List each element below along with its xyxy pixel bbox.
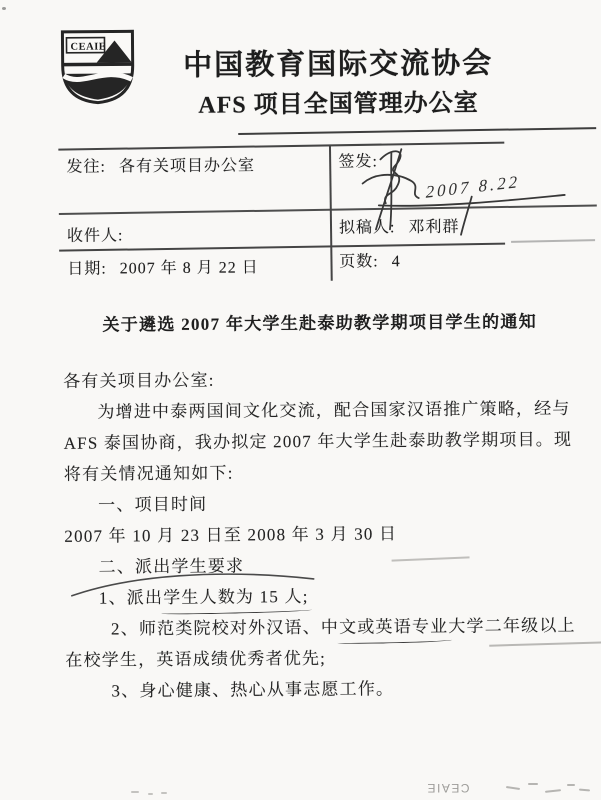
field-send-to-label: 发往: [66, 158, 106, 176]
body-line [64, 455, 578, 490]
ceaie-crest-logo-icon [55, 27, 140, 110]
field-recipient-label: 收件人: [66, 227, 124, 245]
body-lines [63, 393, 579, 707]
body-text: 2、师范类院校对外汉语、中 [110, 617, 340, 639]
scan-smudge [131, 791, 139, 793]
body-text: 在校学生，英语成绩优秀者优先; [65, 648, 327, 670]
body-text: 2007 年 10 月 23 日至 2008 年 3 月 30 日 [64, 524, 398, 546]
hand-underlined-text: 文或英语专业 [339, 611, 448, 643]
office-name: AFS 项目全国管理办公室 [198, 90, 479, 119]
handwritten-signature [350, 140, 581, 242]
body-line [64, 486, 578, 521]
field-page-count-label: 页数: [339, 253, 379, 271]
scan-smudge [567, 784, 575, 786]
body-text: 1、派出 [98, 588, 164, 608]
field-date-value: 2007 年 8 月 22 日 [119, 259, 259, 278]
document-body [63, 308, 580, 707]
field-recipient [67, 222, 137, 246]
field-date-label: 日期: [67, 260, 107, 278]
svg-text:CEAIE: CEAIE [70, 41, 107, 53]
body-text: AFS 泰国协商，我办拟定 2007 年大学生赴泰助教学期项目。现 [63, 429, 573, 453]
field-issued-by-label: 签发: [338, 153, 378, 171]
scan-speck [2, 7, 6, 10]
body-line [65, 672, 579, 707]
body-line [63, 393, 577, 428]
document-title: 关于遴选 2007 年大学生赴泰助教学期项目学生的通知 [102, 312, 538, 335]
body-text: 二、派出学生要求 [98, 556, 245, 577]
body-text: 将有关情况通知如下: [63, 463, 234, 484]
body-line [64, 424, 578, 459]
body-text: 一、项目时间 [98, 494, 208, 515]
scan-smudge [528, 783, 538, 785]
hand-underlined-text: 学生人数为 15 人; [163, 581, 309, 613]
scan-smudge [148, 793, 153, 795]
org-name: 中国教育国际交流协会 [183, 47, 494, 82]
handwritten-date: 2007 8.22 [425, 172, 521, 202]
body-line [64, 517, 578, 552]
field-drafter-label: 拟稿人: [338, 219, 396, 237]
field-page-count [339, 248, 401, 271]
body-line [65, 610, 579, 645]
field-date [67, 254, 259, 279]
body-text: 大学二年级以上 [448, 615, 576, 636]
field-send-to [66, 152, 255, 176]
field-send-to-value: 各有关项目办公室 [118, 157, 256, 176]
body-text: 为增进中泰两国间文化交流，配合国家汉语推广策略，经与 [97, 398, 571, 422]
letterhead-rule [238, 127, 596, 135]
hand-drawn-arc-mark [68, 566, 320, 600]
field-page-count-value: 4 [391, 253, 401, 271]
salutation: 各有关项目办公室: [63, 370, 215, 391]
table-column-divider [329, 145, 332, 281]
scan-smudge [161, 792, 167, 794]
field-drafter-value: 邓利群 [408, 218, 460, 237]
body-text: 3、身心健康、热心从事志愿工作。 [111, 679, 395, 701]
bleed-through-text: CEAIE [426, 781, 470, 795]
